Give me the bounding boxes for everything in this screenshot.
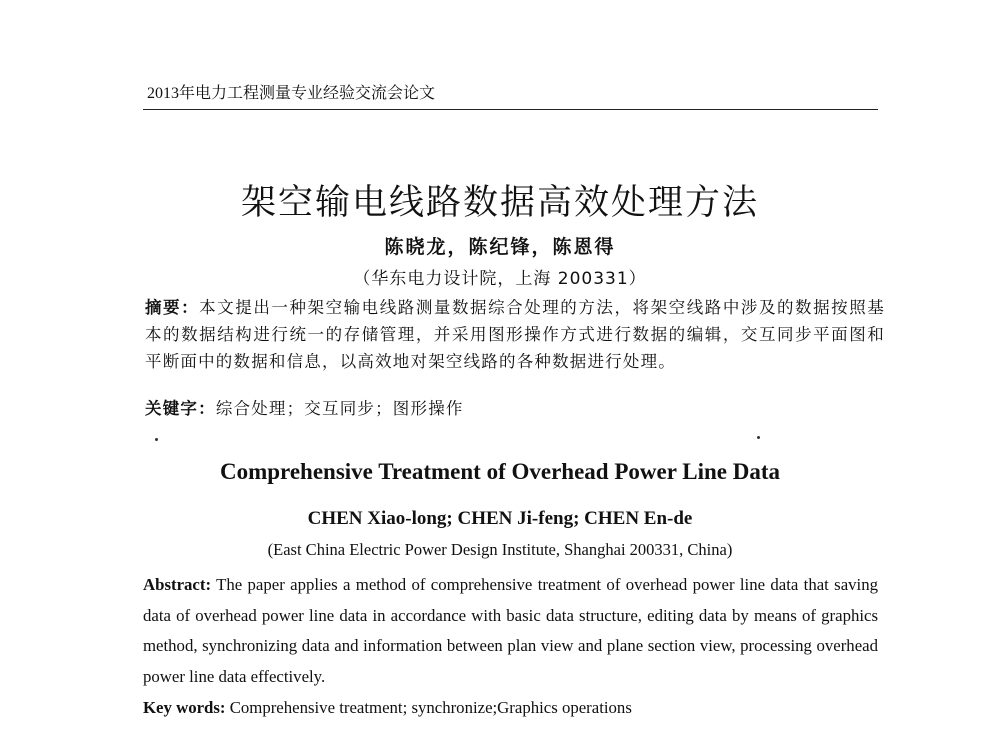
- english-abstract: [143, 570, 878, 692]
- english-keywords-label: Key words:: [143, 698, 226, 717]
- english-abstract-label: Abstract:: [143, 575, 212, 594]
- running-header: 2013年电力工程测量专业经验交流会论文: [147, 85, 436, 102]
- chinese-keywords-text: 综合处理；交互同步；图形操作: [215, 399, 464, 418]
- chinese-keywords: [145, 395, 464, 419]
- english-title: Comprehensive Treatment of Overhead Power Line Data: [219, 459, 781, 484]
- english-keywords-text: Comprehensive treatment; synchronize;Graphics operations: [225, 698, 632, 717]
- english-abstract-text: The paper applies a method of comprehensive treatment of overhead power line data that saving data of overhead power line data in accordance with basic data structure, editing data by means of graphics method, synchronizing data and information between plan view and plane section view, processing overhead power line data effectively.: [143, 575, 878, 686]
- chinese-authors: 陈晓龙，陈纪锋，陈恩得: [384, 236, 616, 258]
- chinese-affiliation: （华东电力设计院，上海 200331）: [353, 269, 647, 289]
- english-affiliation: (East China Electric Power Design Institute, Shanghai 200331, China): [267, 540, 733, 559]
- header-rule: [143, 109, 878, 110]
- english-keywords: [143, 698, 632, 718]
- chinese-keywords-label: 关键字：: [145, 399, 216, 418]
- english-authors: CHEN Xiao-long; CHEN Ji-feng; CHEN En-de: [307, 508, 693, 529]
- chinese-abstract-text: 本文提出一种架空输电线路测量数据综合处理的方法，将架空线路中涉及的数据按照基本的数据结构进行统一的存储管理，并采用图形操作方式进行数据的编辑，交互同步平面图和平断面中的数据和信息，以高效地对架空线路的各种数据进行处理。: [145, 298, 885, 371]
- chinese-title: 架空输电线路数据高效处理方法: [240, 183, 759, 223]
- scan-speck: [155, 438, 158, 441]
- scan-speck: [757, 436, 760, 439]
- chinese-abstract: [145, 294, 885, 375]
- chinese-abstract-label: 摘要：: [145, 298, 200, 317]
